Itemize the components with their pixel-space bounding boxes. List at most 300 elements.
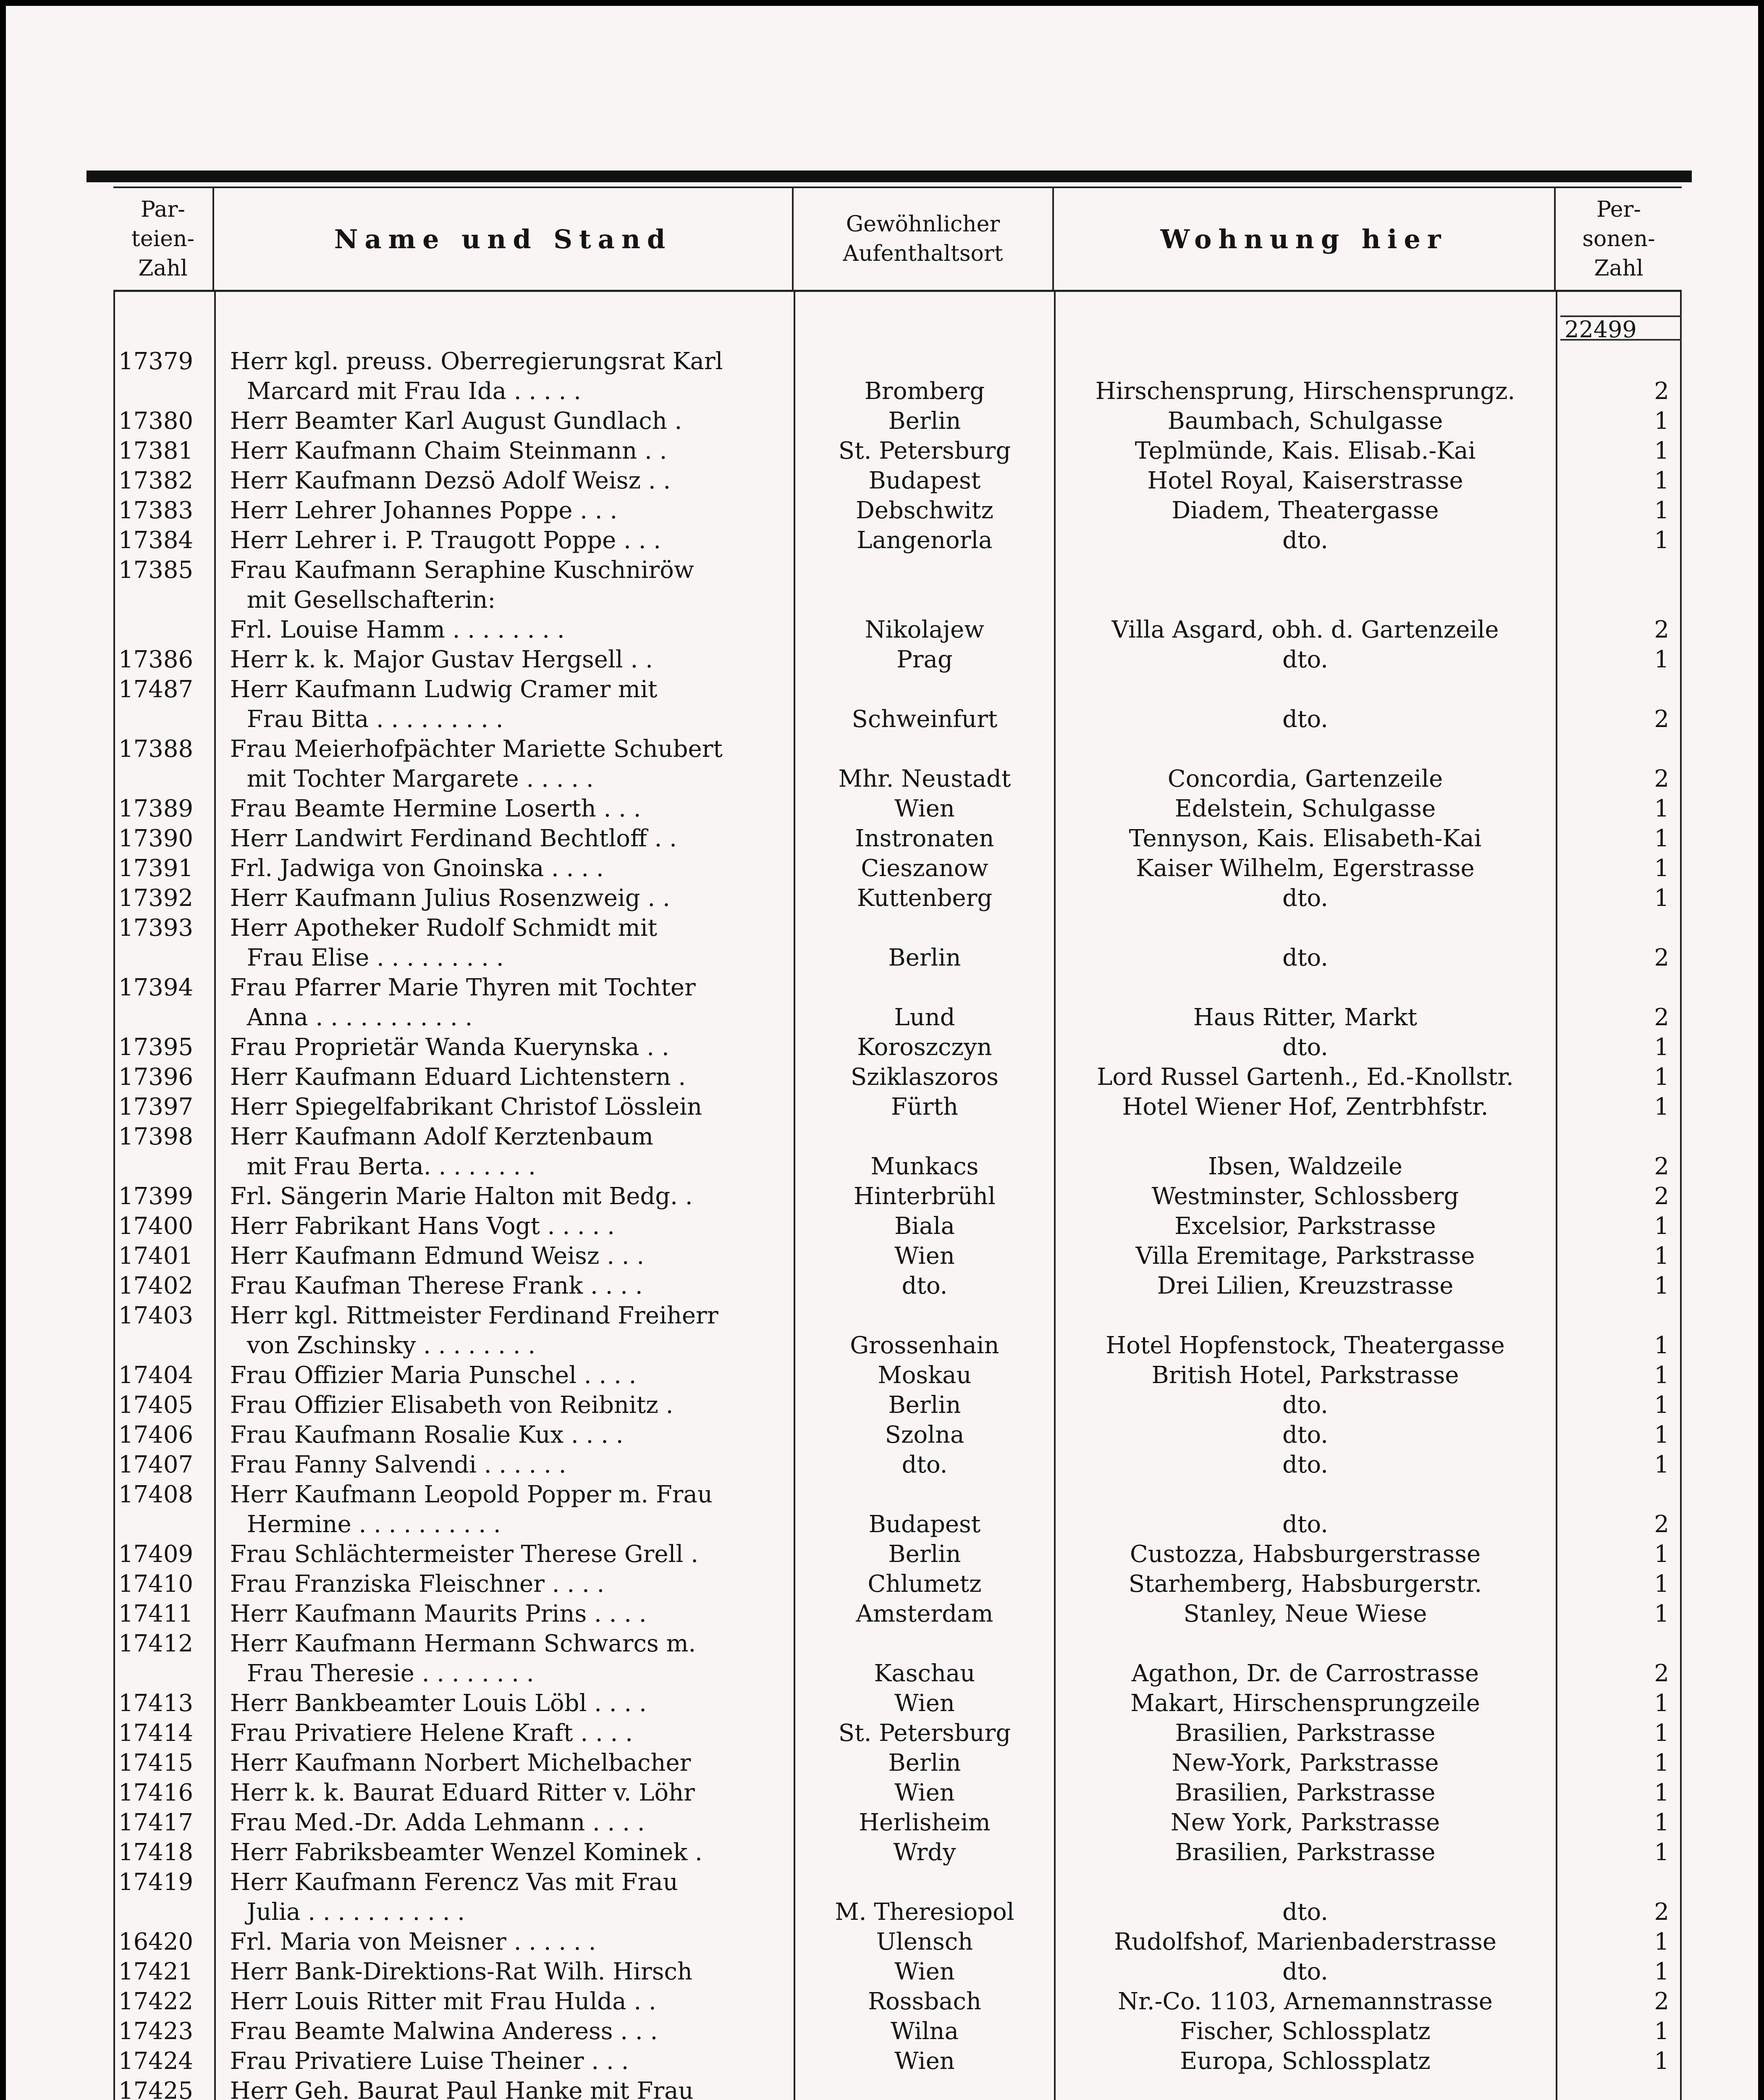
table-row [115,1032,1680,1062]
local-lodging: dto. [1282,527,1328,554]
local-lodging: Drei Lilien, Kreuzstrasse [1157,1272,1454,1299]
guest-name-line: Frau Privatiere Luise Theiner . . . [230,2048,629,2075]
party-number: 17409 [118,1541,194,1568]
table-row [115,496,1680,525]
guest-name-line: Herr Spiegelfabrikant Christof Lösslein [230,1093,702,1121]
guest-name-cell [216,1032,795,1062]
guest-name-cell [216,1599,795,1629]
person-count: 2 [1654,1153,1669,1180]
usual-residence: Cieszanow [861,855,988,882]
table-row [115,1420,1680,1450]
local-lodging: Europa, Schlossplatz [1180,2048,1431,2075]
table-row [115,1360,1680,1390]
guest-name-line: Herr k. k. Major Gustav Hergsell . . [230,646,653,673]
party-number: 17410 [118,1570,194,1598]
person-count: 1 [1654,1928,1669,1956]
usual-residence: Fürth [891,1093,959,1121]
guest-name-line: Herr Fabrikant Hans Vogt . . . . . [230,1213,615,1240]
person-count: 1 [1654,1570,1669,1598]
usual-residence: Ulensch [876,1928,973,1956]
table-row [115,1808,1680,1838]
usual-residence: Amsterdam [856,1600,993,1628]
table-row [115,1629,1680,1688]
guest-name-cell [216,1420,795,1450]
person-count: 1 [1654,407,1669,435]
person-count: 1 [1654,1213,1669,1240]
guest-name-line: Frau Kaufmann Rosalie Kux . . . . [230,1421,624,1449]
person-count: 1 [1654,467,1669,494]
guest-name-line: Frau Bitta . . . . . . . . . [246,706,503,733]
table-row [115,913,1680,973]
party-number: 17391 [118,855,194,882]
guest-name-cell [216,1271,795,1301]
guest-name-line: Frau Schlächtermeister Therese Grell . [230,1541,698,1568]
usual-residence: Wien [894,1242,955,1270]
person-count: 1 [1654,1541,1669,1568]
guest-name-line: Herr Bankbeamter Louis Löbl . . . . [230,1690,647,1717]
table-row [115,1181,1680,1211]
guest-name-cell [216,1569,795,1599]
person-count: 1 [1654,855,1669,882]
local-lodging: Fischer, Schlossplatz [1180,2018,1431,2045]
person-count: 1 [1654,2048,1669,2075]
local-lodging: Hotel Royal, Kaiserstrasse [1147,467,1463,494]
guest-name-cell [216,2046,795,2076]
local-lodging: Agathon, Dr. de Carrostrasse [1131,1660,1479,1687]
table-row [115,2046,1680,2076]
table-row [115,2016,1680,2046]
table-row [115,1599,1680,1629]
party-number: 17390 [118,825,194,852]
table-row [115,2076,1680,2100]
guest-name-line: Frau Privatiere Helene Kraft . . . . [230,1719,633,1747]
guest-name-cell [216,1450,795,1480]
table-row [115,1271,1680,1301]
table-row [115,436,1680,466]
person-count: 1 [1654,1093,1669,1121]
guest-name-cell [216,734,795,794]
party-number: 16420 [118,1928,194,1956]
party-number: 17392 [118,885,194,912]
usual-residence: Sziklaszoros [850,1063,999,1091]
person-count: 2 [1654,616,1669,643]
person-count: 1 [1654,1779,1669,1806]
party-number: 17425 [118,2077,194,2100]
guest-name-cell [216,913,795,973]
guest-name-line: Frl. Maria von Meisner . . . . . . [230,1928,596,1956]
guest-name-cell [216,973,795,1032]
party-number: 17423 [118,2018,194,2045]
party-number: 17389 [118,795,194,822]
guest-name-cell [216,1480,795,1539]
local-lodging: Starhemberg, Habsburgerstr. [1128,1570,1482,1598]
usual-residence: Prag [896,646,953,673]
table-row [115,883,1680,913]
usual-residence: Grossenhain [850,1332,999,1359]
guest-name-line: Herr Kaufmann Dezsö Adolf Weisz . . [230,467,671,494]
guest-name-cell [216,824,795,853]
table-row [115,1480,1680,1539]
usual-residence: Debschwitz [856,497,993,524]
table-row [115,555,1680,615]
local-lodging: New-York, Parkstrasse [1172,1749,1439,1777]
guest-name-cell [216,1838,795,1867]
person-count: 1 [1654,1839,1669,1866]
guest-name-line: Frau Pfarrer Marie Thyren mit Tochter [230,974,696,1001]
guest-name-line: Herr Kaufmann Chaim Steinmann . . [230,437,667,465]
local-lodging: Nr.-Co. 1103, Arnemannstrasse [1118,1988,1493,2015]
guest-name-line: Frau Beamte Malwina Anderess . . . [230,2018,658,2045]
usual-residence: Schweinfurt [852,706,998,733]
carry-over-sum: 22499 [1560,315,1682,341]
guest-name-line: Herr kgl. preuss. Oberregierungsrat Karl [230,348,723,375]
guest-name-cell [216,1927,795,1957]
header-usual-residence: Gewöhnlicher Aufenthaltsort [794,188,1054,290]
header-name-and-status: Name und Stand [214,188,794,290]
party-number: 17395 [118,1034,194,1061]
party-number: 17403 [118,1302,194,1329]
local-lodging: dto. [1282,1391,1328,1419]
party-number: 17413 [118,1690,194,1717]
local-lodging: Makart, Hirschensprungzeile [1130,1690,1480,1717]
guest-name-cell [216,2076,795,2100]
guest-name-line: Frau Franziska Fleischner . . . . [230,1570,605,1598]
party-number: 17385 [118,556,194,584]
party-number: 17405 [118,1391,194,1419]
guest-name-cell [216,675,795,734]
guest-name-line: Frau Beamte Hermine Loserth . . . [230,795,641,822]
local-lodging: Brasilien, Parkstrasse [1175,1719,1436,1747]
person-count: 2 [1654,944,1669,971]
party-number: 17404 [118,1362,194,1389]
local-lodging: Lord Russel Gartenh., Ed.-Knollstr. [1097,1063,1514,1091]
usual-residence: Berlin [888,1391,961,1419]
local-lodging: dto. [1282,885,1328,912]
local-lodging: Hotel Wiener Hof, Zentrbhfstr. [1122,1093,1489,1121]
usual-residence: Kuttenberg [857,885,993,912]
guest-name-line: Herr Kaufmann Hermann Schwarcs m. [230,1630,696,1657]
local-lodging: Kaiser Wilhelm, Egerstrasse [1136,855,1475,882]
usual-residence: Lund [894,1004,955,1031]
table-row [115,1748,1680,1778]
guest-name-line: Frau Kaufmann Seraphine Kuschniröw [230,556,694,584]
guest-name-cell [216,794,795,824]
local-lodging: Custozza, Habsburgerstrasse [1130,1541,1481,1568]
table-row [115,1301,1680,1360]
table-row [115,794,1680,824]
guest-name-line: Herr Landwirt Ferdinand Bechtloff . . [230,825,677,852]
guest-name-cell [216,1957,795,1987]
party-number: 17401 [118,1242,194,1270]
guest-name-line: Herr Beamter Karl August Gundlach . [230,407,682,435]
table-row [115,1062,1680,1092]
person-count: 1 [1654,1958,1669,1985]
usual-residence: Herlisheim [859,1809,991,1836]
usual-residence: Instronaten [855,825,994,852]
guest-name-line: mit Tochter Margarete . . . . . [246,765,594,793]
party-number: 17383 [118,497,194,524]
guest-name-cell [216,853,795,883]
person-count: 1 [1654,1272,1669,1299]
guest-name-line: Herr Louis Ritter mit Frau Hulda . . [230,1988,656,2015]
person-count: 1 [1654,825,1669,852]
guest-name-cell [216,406,795,436]
table-row [115,645,1680,675]
guest-name-line: Frau Fanny Salvendi . . . . . . [230,1451,566,1478]
table-row [115,1092,1680,1122]
table-row [115,1688,1680,1718]
party-number: 17412 [118,1630,194,1657]
party-number: 17487 [118,676,194,703]
table-row [115,1569,1680,1599]
local-lodging: dto. [1282,1511,1328,1538]
guest-name-line: Frau Kaufman Therese Frank . . . . [230,1272,643,1299]
party-number: 17416 [118,1779,194,1806]
local-lodging: Westminster, Schlossberg [1151,1183,1459,1210]
party-number: 17382 [118,467,194,494]
guest-name-line: Herr Kaufmann Adolf Kerztenbaum [230,1123,653,1150]
local-lodging: Tennyson, Kais. Elisabeth-Kai [1129,825,1482,852]
usual-residence: St. Petersburg [838,1719,1011,1747]
local-lodging: Haus Ritter, Markt [1193,1004,1418,1031]
local-lodging: Diadem, Theatergasse [1172,497,1439,524]
guest-name-line: Frau Offizier Maria Punschel . . . . [230,1362,637,1389]
guest-name-cell [216,1629,795,1688]
party-number: 17400 [118,1213,194,1240]
top-rule [86,171,1692,182]
table-row [115,1957,1680,1987]
local-lodging: dto. [1282,1898,1328,1926]
table-row [115,1450,1680,1480]
table-header [113,186,1682,292]
usual-residence: dto. [902,1451,948,1478]
header-person-count: Per- sonen- Zahl [1582,197,1655,281]
usual-residence: Szolna [885,1421,965,1449]
person-count: 2 [1654,1004,1669,1031]
guest-list-table [113,186,1682,2100]
usual-residence: Wien [894,1779,955,1806]
local-lodging: Edelstein, Schulgasse [1174,795,1436,822]
guest-name-cell [216,1241,795,1271]
usual-residence: Budapest [868,1511,981,1538]
usual-residence: Mhr. Neustadt [838,765,1011,793]
usual-residence: St. Petersburg [838,437,1011,465]
table-row [115,1390,1680,1420]
local-lodging: British Hotel, Parkstrasse [1151,1362,1459,1389]
person-count: 1 [1654,1362,1669,1389]
party-number: 17411 [118,1600,194,1628]
guest-name-line: Herr Geh. Baurat Paul Hanke mit Frau [230,2077,694,2100]
usual-residence: Berlin [888,944,961,971]
party-number: 17393 [118,914,194,942]
guest-name-cell [216,1748,795,1778]
table-row [115,1867,1680,1927]
usual-residence: Wien [894,1690,955,1717]
guest-name-cell [216,496,795,525]
usual-residence: Nikolajew [865,616,985,643]
table-row [115,1718,1680,1748]
table-row [115,1122,1680,1181]
party-number: 17379 [118,348,194,375]
guest-name-line: Frl. Jadwiga von Gnoinska . . . . [230,855,604,882]
guest-name-line: Herr Lehrer Johannes Poppe . . . [230,497,618,524]
local-lodging: dto. [1282,1958,1328,1985]
person-count: 1 [1654,1063,1669,1091]
usual-residence: Moskau [878,1362,972,1389]
guest-name-line: Herr Bank-Direktions-Rat Wilh. Hirsch [230,1958,692,1985]
local-lodging: Baumbach, Schulgasse [1167,407,1443,435]
usual-residence: Berlin [888,407,961,435]
guest-name-cell [216,1718,795,1748]
party-number: 17380 [118,407,194,435]
person-count: 1 [1654,1719,1669,1747]
guest-name-line: Julia . . . . . . . . . . . [246,1898,465,1926]
usual-residence: Wien [894,795,955,822]
local-lodging: New York, Parkstrasse [1170,1809,1440,1836]
local-lodging: dto. [1282,1034,1328,1061]
guest-name-line: Frau Meierhofpächter Mariette Schubert [230,735,723,763]
local-lodging: dto. [1282,1451,1328,1478]
header-local-lodging: Wohnung hier [1054,188,1556,290]
guest-name-line: Herr Lehrer i. P. Traugott Poppe . . . [230,527,661,554]
person-count: 2 [1654,378,1669,405]
table-row [115,1987,1680,2016]
guest-name-line: Herr Kaufmann Ferencz Vas mit Frau [230,1869,678,1896]
table-row [115,466,1680,496]
table-row [115,1241,1680,1271]
guest-name-cell [216,645,795,675]
guest-name-cell [216,1092,795,1122]
guest-name-cell [216,1181,795,1211]
table-row [115,973,1680,1032]
guest-name-line: Herr Kaufmann Ludwig Cramer mit [230,676,658,703]
guest-name-line: Hermine . . . . . . . . . . [246,1511,501,1538]
person-count: 2 [1654,1898,1669,1926]
person-count: 2 [1654,1660,1669,1687]
guest-name-line: Frl. Louise Hamm . . . . . . . . [230,616,565,643]
usual-residence: Biala [894,1213,955,1240]
guest-name-cell [216,346,795,406]
party-number: 17418 [118,1839,194,1866]
guest-name-line: Herr Kaufmann Julius Rosenzweig . . [230,885,670,912]
guest-name-line: Frau Elise . . . . . . . . . [246,944,504,971]
guest-name-line: Herr Kaufmann Norbert Michelbacher [230,1749,691,1777]
table-row [115,853,1680,883]
person-count: 1 [1654,1600,1669,1628]
table-row [115,1838,1680,1867]
party-number: 17424 [118,2048,194,2075]
usual-residence: Berlin [888,1541,961,1568]
guest-name-cell [216,466,795,496]
guest-name-line: Frl. Sängerin Marie Halton mit Bedg. . [230,1183,693,1210]
party-number: 17396 [118,1063,194,1091]
local-lodging: Excelsior, Parkstrasse [1174,1213,1436,1240]
guest-name-line: Herr Kaufmann Eduard Lichtenstern . [230,1063,686,1091]
guest-name-cell [216,1122,795,1181]
person-count: 2 [1654,765,1669,793]
local-lodging: dto. [1282,1421,1328,1449]
local-lodging: Brasilien, Parkstrasse [1175,1779,1436,1806]
guest-name-line: Herr k. k. Baurat Eduard Ritter v. Löhr [230,1779,695,1806]
guest-name-cell [216,2016,795,2046]
person-count: 1 [1654,1451,1669,1478]
party-number: 17397 [118,1093,194,1121]
person-count: 1 [1654,437,1669,465]
guest-name-cell [216,1688,795,1718]
guest-name-line: Herr Apotheker Rudolf Schmidt mit [230,914,658,942]
usual-residence: Koroszczyn [857,1034,992,1061]
person-count: 1 [1654,2018,1669,2045]
ledger-page [6,6,1758,2100]
local-lodging: Villa Eremitage, Parkstrasse [1135,1242,1475,1270]
guest-name-line: Herr Fabriksbeamter Wenzel Kominek . [230,1839,702,1866]
person-count: 1 [1654,1034,1669,1061]
table-row [115,1539,1680,1569]
local-lodging: dto. [1282,646,1328,673]
party-number: 17407 [118,1451,194,1478]
guest-name-line: Frau Offizier Elisabeth von Reibnitz . [230,1391,674,1419]
person-count: 1 [1654,885,1669,912]
usual-residence: Wrdy [893,1839,956,1866]
person-count: 2 [1654,1988,1669,2015]
local-lodging: Rudolfshof, Marienbaderstrasse [1114,1928,1497,1956]
table-body [113,292,1682,2100]
usual-residence: Chlumetz [868,1570,982,1598]
guest-name-line: Herr kgl. Rittmeister Ferdinand Freiherr [230,1302,718,1329]
party-number: 17422 [118,1988,194,2015]
usual-residence: Wilna [891,2018,959,2045]
guest-name-line: Frau Theresie . . . . . . . . [246,1660,534,1687]
local-lodging: Concordia, Gartenzeile [1167,765,1443,793]
person-count: 1 [1654,795,1669,822]
party-number: 17399 [118,1183,194,1210]
person-count: 2 [1654,1183,1669,1210]
guest-name-cell [216,555,795,615]
guest-name-cell [216,1987,795,2016]
guest-name-cell [216,615,795,645]
person-count: 1 [1654,1391,1669,1419]
person-count: 2 [1654,1511,1669,1538]
local-lodging: Villa Asgard, obh. d. Gartenzeile [1111,616,1499,643]
party-number: 17417 [118,1809,194,1836]
person-count: 1 [1654,646,1669,673]
local-lodging: dto. [1282,706,1328,733]
guest-name-line: Herr Kaufmann Edmund Weisz . . . [230,1242,645,1270]
usual-residence: M. Theresiopol [835,1898,1014,1926]
usual-residence: Munkacs [870,1153,979,1180]
guest-name-cell [216,436,795,466]
usual-residence: Wien [894,2048,955,2075]
table-row [115,406,1680,436]
person-count: 1 [1654,1332,1669,1359]
table-row [115,734,1680,794]
usual-residence: Budapest [868,467,981,494]
guest-name-cell [216,1301,795,1360]
guest-name-line: Marcard mit Frau Ida . . . . . [246,378,581,405]
table-row [115,1778,1680,1808]
guest-name-cell [216,1211,795,1241]
usual-residence: Bromberg [864,378,985,405]
local-lodging: Hotel Hopfenstock, Theatergasse [1106,1332,1505,1359]
party-number: 17386 [118,646,194,673]
party-number: 17402 [118,1272,194,1299]
usual-residence: Hinterbrühl [854,1183,996,1210]
party-number: 17419 [118,1869,194,1896]
party-number: 17406 [118,1421,194,1449]
entry-list [115,346,1680,2100]
local-lodging: Hirschensprung, Hirschensprungz. [1095,378,1515,405]
usual-residence: Kaschau [874,1660,975,1687]
